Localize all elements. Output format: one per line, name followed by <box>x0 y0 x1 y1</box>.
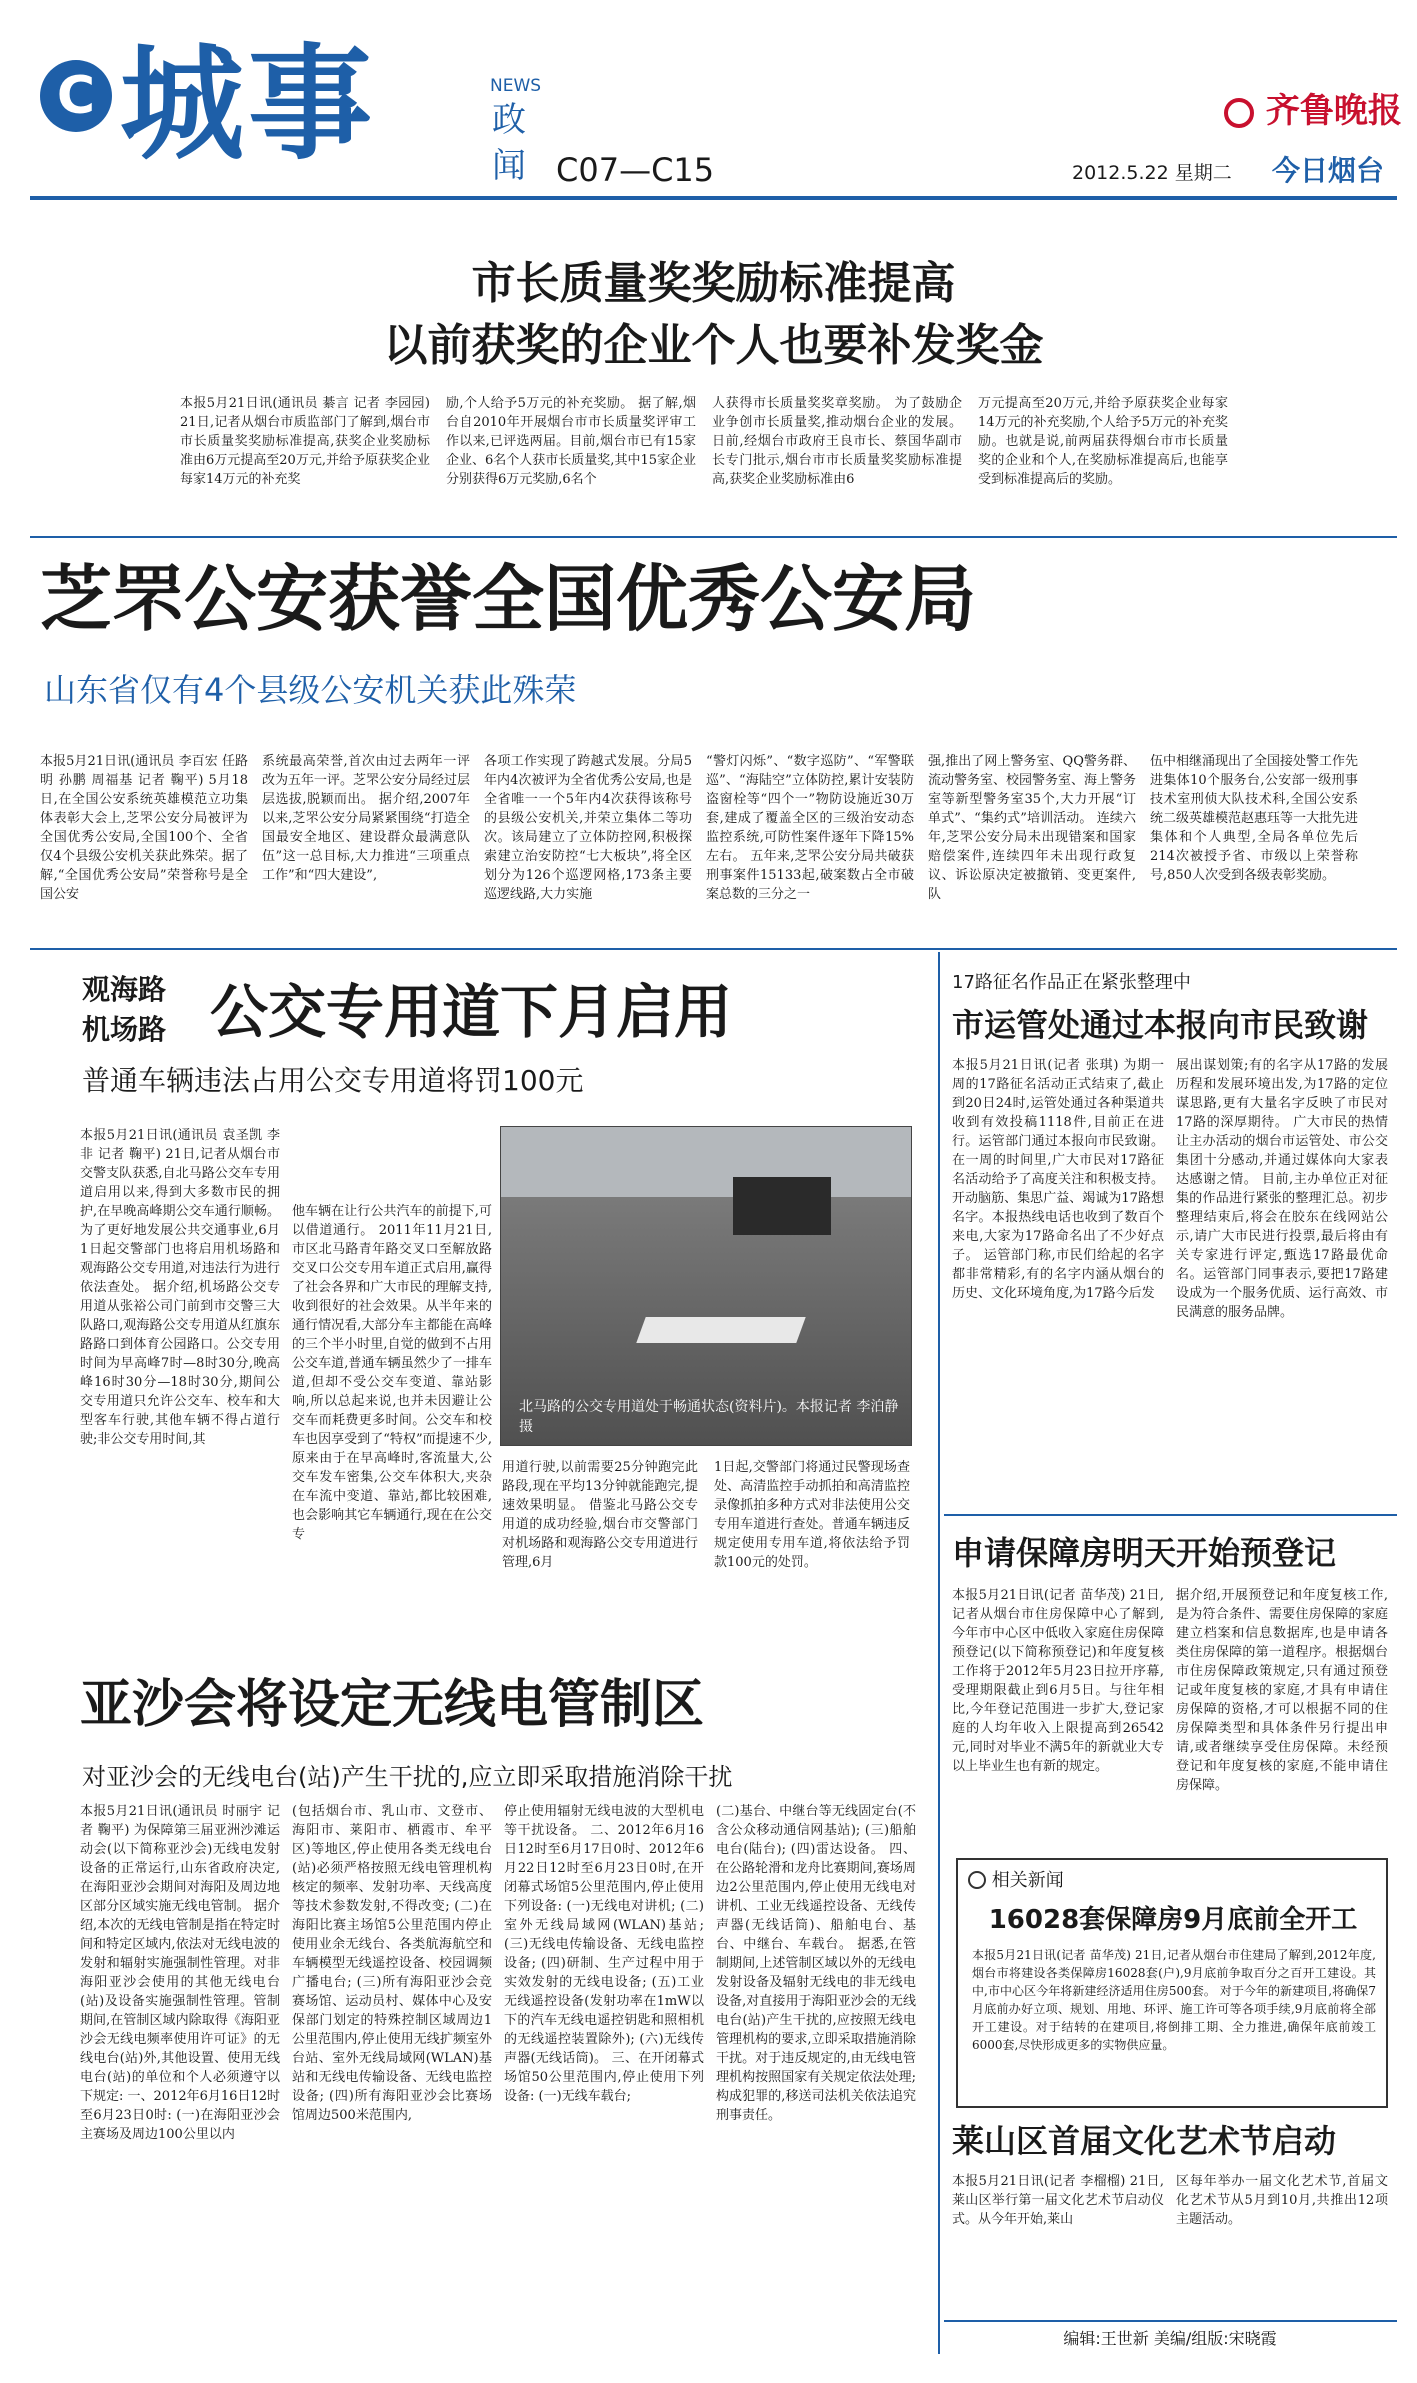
news-cn-label-2: 闻 <box>492 146 526 186</box>
issue-date: 2012.5.22 星期二 <box>1072 162 1232 184</box>
body-column-2: (包括烟台市、乳山市、文登市、海阳市、莱阳市、栖霞市、牟平区)等地区,停止使用各类无线电台(站)必须严格按照无线电管理机构核定的频率、发射功率、天线高度等技术参数发射,不得改变; (二)在海阳比赛主场馆5公里范围内停止使用业余无线台、各类航海航空和车辆模型无线遥控设备、校园调频广播电台; (三)所有海阳亚沙会竞赛场馆、运动员村、媒体中心及安保部门划定的特殊控制区域周边1公里范围内,停止使用无线扩频室外台站、室外无线局域网(WLAN)基站和无线电传输设备、无线电监控设备; (四)所有海阳亚沙会比赛场馆周边500米范围内, <box>292 1804 492 2123</box>
section-title: 城事 <box>120 33 377 177</box>
headline: 芝罘公安获誉全国优秀公安局 <box>40 557 977 641</box>
headline: 公交专用道下月启用 <box>210 978 733 1046</box>
divider <box>30 536 1397 538</box>
body-column-3: 停止使用辐射无线电波的大型机电等干扰设备。 二、2012年6月16日12时至6月17日0时、2012年6月22日12时至6月23日0时,在开闭幕式场馆5公里范围内,停止使用下列设备: (一)无线电对讲机; (二)室外无线局域网(WLAN)基站; (三)无线电传输设备、无线电监控设备; (四)研制、生产过程中用于实效发射的无线电设备; (五)工业无线遥控设备(发射功率在1mW以下的汽车无线电遥控钥匙和照相机的无线遥控装置除外); (六)无线传声器(无线话筒)。 三、在开闭幕式场馆50公里范围内,停止使用下列设备: (一)无线车载台; <box>504 1804 704 2104</box>
page-range: C07—C15 <box>556 151 715 189</box>
body-column-2: 励,个人给予5万元的补充奖励。 据了解,烟台自2010年开展烟台市市长质量奖评审工作以来,已评选两届。目前,烟台市已有15家企业、6名个人获市长质量奖,其中15家企业分别获得6万元奖励,6名个 <box>446 396 696 487</box>
news-photo <box>500 1126 912 1446</box>
kicker: 观海路 <box>82 973 167 1006</box>
body-column-2: 展出谋划策;有的名字从17路的发展历程和发展环境出发,为17路的定位谋思路,更有大量名字反映了市民对17路的深厚期待。 广大市民的热情让主办活动的烟台市运管处、市公交集团十分感动,并通过媒体向大家表达感谢之情。 目前,主办单位正对征集的作品进行紧张的整理汇总。初步整理结束后,将会在胶东在线网站公示,请广大市民进行投票,最后将由有关专家进行评定,甄选17路最优命名。运管部门同事表示,要把17路建设成为一个服务优质、运行高效、市民满意的服务品牌。 <box>1176 1058 1388 1320</box>
divider <box>30 948 1397 950</box>
headline-line-2: 以前获奖的企业个人也要补发奖金 <box>383 320 1044 371</box>
section-logo-letter: C <box>56 66 96 126</box>
subheadline: 对亚沙会的无线电台(站)产生干扰的,应立即采取措施消除干扰 <box>82 1763 733 1791</box>
subheadline: 普通车辆违法占用公交专用道将罚100元 <box>82 1064 584 1097</box>
kicker: 17路征名作品正在紧张整理中 <box>952 972 1191 993</box>
photo-caption: 北马路的公交专用道处于畅通状态(资料片)。本报记者 李泊静 摄 <box>519 1399 899 1435</box>
article-mayor-quality-award <box>30 210 1397 530</box>
body-column-3: 各项工作实现了跨越式发展。分局5年内4次被评为全省优秀公安局,也是全省唯一一个5年内4次获得该称号的县级公安机关,并荣立集体二等功次。该局建立了立体防控网,积极探索建立治安防控“七大板块”,将全区划分为126个巡逻网格,173条主要巡逻线路,大力实施 <box>484 754 692 902</box>
paper-name-text: 齐鲁晚报 <box>1265 91 1402 131</box>
body-column-4: “警灯闪烁”、“数字巡防”、“军警联巡”、“海陆空”立体防控,累计安装防盗窗栓等“四个一”物防设施近30万套,建成了覆盖全区的三级治安动态监控系统,可防性案件逐年下降15%左右。 五年来,芝罘公安分局共破获刑事案件15133起,破案数占全市破案总数的三分之一 <box>706 754 914 902</box>
headline: 市运管处通过本报向市民致谢 <box>952 1006 1369 1044</box>
kicker-line-2: 机场路 <box>82 1013 167 1046</box>
news-en-label: NEWS <box>490 76 542 96</box>
vertical-divider <box>938 952 940 2354</box>
body-column-4: 万元提高至20万元,并给予原获奖企业每家14万元的补充奖励,个人给予5万元的补充奖励。也就是说,前两届获得烟台市市长质量奖的企业和个人,在奖励标准提高后,也能享受到标准提高后的奖励。 <box>978 396 1228 487</box>
paper-name <box>1224 88 1404 134</box>
body-column-1: 本报5月21日讯(通讯员 綦言 记者 李园园) 21日,记者从烟台市质监部门了解到,烟台市市长质量奖奖励标准提高,获奖企业奖励标准由6万元提高至20万元,并给予原获奖企业每家14万元的补充奖 <box>180 396 430 487</box>
body-column-4: (二)基台、中继台等无线固定台(不含公众移动通信网基站); (三)船舶电台(陆台); (四)雷达设备。 四、在公路轮滑和龙舟比赛期间,赛场周边2公里范围内,停止使用无线电对讲机、工业无线遥控设备、无线传声器(无线话筒)、船舶电台、基台、中继台、车载台。 据悉,在管制期间,上述管制区域以外的无线电发射设备及辐射无线电的非无线电设备,对直接用于海阳亚沙会的无线电台(站)产生干扰的,应按照无线电管理机构的要求,立即采取措施消除干扰。对于违反规定的,由无线电管理机构按照国家有关规定依法处理;构成犯罪的,移送司法机关依法追究刑事责任。 <box>716 1804 916 2123</box>
headline: 16028套保障房9月底前全开工 <box>988 1905 1358 1935</box>
body-column-6: 伍中相继涌现出了全国接处警工作先进集体10个服务台,公安部一级刑事技术室刑侦大队技术科,全国公安系统二级英雄模范赵惠珏等一大批先进集体和个人典型,全局各单位先后214次被授予省、市级以上荣誉称号,850人次受到各级表彰奖励。 <box>1150 754 1358 883</box>
headline: 申请保障房明天开始预登记 <box>952 1534 1337 1572</box>
related-tag-text: 相关新闻 <box>991 1870 1064 1891</box>
headline: 市长质量奖奖励标准提高 <box>471 258 956 309</box>
photo-sky <box>501 1127 912 1197</box>
bus-shape-icon <box>733 1177 831 1235</box>
edition-label: 今日烟台 <box>1272 154 1385 187</box>
body-column-1: 本报5月21日讯(通讯员 李百宏 任路明 孙鹏 周福基 记者 鞠平) 5月18日,在全国公安系统英雄模范立功集体表彰大会上,芝罘公安分局被评为全国优秀公安局,全国100个、全省仅4个县级公安机关获此殊荣。据了解,“全国优秀公安局”荣誉称号是全国公安 <box>40 754 248 902</box>
body-column-2: 系统最高荣誉,首次由过去两年一评改为五年一评。芝罘公安分局经过层层选拔,脱颖而出。 据介绍,2007年以来,芝罘公安分局紧紧围绕“打造全国最安全地区、建设群众最满意队伍”这一总目标,大力推进“三项重点工作”和“四大建设”, <box>262 754 470 883</box>
article-bus-lane <box>30 952 930 1662</box>
body-column-1: 本报5月21日讯(通讯员 袁圣凯 李非 记者 鞠平) 21日,记者从烟台市交警支队获悉,自北马路公交车专用道启用以来,得到大多数市民的拥护,在早晚高峰期公交车通行顺畅。为了更好地发展公共交通事业,6月1日起交警部门也将启用机场路和观海路公交专用道,对违法行为进行依法查处。 据介绍,机场路公交专用道从张裕公司门前到市交警三大队路口,观海路公交专用道从红旗东路路口到体育公园路口。公交专用时间为早高峰7时—8时30分,晚高峰16时30分—18时30分,期间公交专用道只允许公交车、校车和大型客车行驶,其他车辆不得占道行驶;非公交专用时间,其 <box>80 1128 280 1447</box>
body-column-1: 本报5月21日讯(记者 李榴榴) 21日,莱山区举行第一届文化艺术节启动仪式。从今年开始,莱山 <box>952 2174 1164 2227</box>
body-column-2: 区每年举办一届文化艺术节,首届文化艺术节从5月到10月,共推出12项主题活动。 <box>1176 2174 1388 2227</box>
footer-rule <box>944 2320 1397 2322</box>
editor-credits: 编辑:王世新 美编/组版:宋晓霞 <box>1063 2329 1277 2348</box>
section-logo-badge <box>40 60 112 132</box>
news-cn-label-1: 政 <box>492 100 526 140</box>
body-column-1: 本报5月21日讯(记者 苗华茂) 21日,记者从烟台市住房保障中心了解到,今年市中心区中低收入家庭住房保障预登记(以下简称预登记)和年度复核工作将于2012年5月23日拉开序幕,受理期限截止到6月5日。与往年相比,今年登记范围进一步扩大,登记家庭的人均年收入上限提高到26542元,同时对毕业不满5年的新就业大专以上毕业生也有新的规定。 <box>952 1588 1164 1774</box>
subheadline: 山东省仅有4个县级公安机关获此殊荣 <box>44 671 577 709</box>
body-column-2: 据介绍,开展预登记和年度复核工作,是为符合条件、需要住房保障的家庭建立档案和信息数据库,也是申请各类住房保障的第一道程序。根据烟台市住房保障政策规定,只有通过预登记或年度复核的家庭,才具有申请住房保障的资格,才可以根据不同的住房保障类型和具体条件另行提出申请,或者继续享受住房保障。未经预登记和年度复核的家庭,不能申请住房保障。 <box>1176 1588 1388 1793</box>
masthead <box>0 0 1417 200</box>
body-text: 本报5月21日讯(记者 苗华茂) 21日,记者从烟台市住建局了解到,2012年度,烟台市将建设各类保障房16028套(户),9月底前争取百分之百开工建设。其中,市中心区今年将新建经济适用住房500套。 对于今年的新建项目,将确保7月底前办好立项、规划、用地、环评、施工许可等各项手续,9月底前将全部开工建设。对于结转的在建项目,将倒排工期、全力推进,确保年底前竣工6000套,尽快形成更多的实物供应量。 <box>972 1948 1376 2052</box>
article-radio-control <box>30 1662 930 2354</box>
headline: 亚沙会将设定无线电管制区 <box>80 1675 705 1735</box>
bullet-icon <box>968 1871 986 1889</box>
body-column-1: 本报5月21日讯(通讯员 时丽宇 记者 鞠平) 为保障第三届亚洲沙滩运动会(以下简称亚沙会)无线电发射设备的正常运行,山东省政府决定,在海阳亚沙会期间对海阳及周边地区部分区域实施无线电管制。 据介绍,本次的无线电管制是指在特定时间和特定区域内,依法对无线电波的发射和辐射实施强制性管理。对非海阳亚沙会使用的其他无线电台(站)及设备实施强制性管理。管制期间,在管制区域内除取得《海阳亚沙会无线电频率使用许可证》的无线电台(站)外,其他设置、使用无线电台(站)的单位和个人必须遵守以下规定: 一、2012年6月16日12时至6月23日0时: (一)在海阳亚沙会主赛场及周边100公里以内 <box>80 1804 280 2142</box>
body-column-4: 1日起,交警部门将通过民警现场查处、高清监控手动抓拍和高清监控录像抓拍多种方式对非法使用公交专用车道进行查处。普通车辆违反规定使用专用车道,将依法给予罚款100元的处罚。 <box>714 1460 910 1570</box>
body-column-3: 人获得市长质量奖奖章奖励。 为了鼓励企业争创市长质量奖,推动烟台企业的发展。日前,经烟台市政府王良市长、蔡国华副市长专门批示,烟台市市长质量奖奖励标准提高,获奖企业奖励标准由6 <box>712 396 962 487</box>
body-column-1: 本报5月21日讯(记者 张琪) 为期一周的17路征名活动正式结束了,截止到20日24时,运管处通过各种渠道共收到有效投稿1118件,目前正在进行。运管部门通过本报向市民致谢。 在一周的时间里,广大市民对17路征名活动给予了高度关注和积极支持。开动脑筋、集思广益、竭诚为17路想名字。本报热线电话也收到了数百个来电,大家为17路命名出了不少好点子。 运管部门称,市民们给起的名字都非常精彩,有的名字内涵从烟台的历史、文化环境角度,为17路今后发 <box>952 1058 1164 1301</box>
article-transport-thanks <box>944 952 1397 1512</box>
body-column-5: 强,推出了网上警务室、QQ警务群、流动警务室、校园警务室、海上警务室等新型警务室35个,大力开展“订单式”、“集约式”培训活动。 连续六年,芝罘公安分局未出现错案和国家赔偿案件,连续四年未出现行政复议、诉讼原决定被撤销、变更案件,队 <box>928 754 1136 902</box>
lane-marking-icon <box>636 1317 805 1343</box>
headline: 莱山区首届文化艺术节启动 <box>952 2122 1337 2160</box>
article-housing-registration <box>944 1516 1397 1856</box>
related-tag <box>968 1868 1168 1894</box>
paper-logo-icon <box>1224 98 1254 128</box>
body-column-3: 用道行驶,以前需要25分钟跑完此路段,现在平均13分钟就能跑完,提速效果明显。 借鉴北马路公交专用道的成功经验,烟台市交警部门对机场路和观海路公交专用道进行管理,6月 <box>502 1460 698 1570</box>
article-culture-festival <box>944 2114 1397 2314</box>
related-news-box <box>956 1858 1388 2108</box>
body-column-2: 他车辆在让行公共汽车的前提下,可以借道通行。 2011年11月21日,市区北马路青年路交叉口至解放路交叉口公交专用车道正式启用,赢得了社会各界和广大市民的理解支持,收到很好的社会效果。从半年来的通行情况看,大部分车主都能在高峰的三个半小时里,自觉的做到不占用公交车道,普通车辆虽然少了一排车道,但却不受公交车变道、靠站影响,所以总起来说,也并未因避让公交车而耗费更多时间。公交车和校车也因享受到了“特权”而提速不少,原来由于在早高峰时,客流量大,公交车发车密集,公交车体积大,夹杂在车流中变道、靠站,都比较困难,也会影响其它车辆通行,现在在公交专 <box>292 1204 492 1542</box>
masthead-rule <box>30 196 1397 200</box>
